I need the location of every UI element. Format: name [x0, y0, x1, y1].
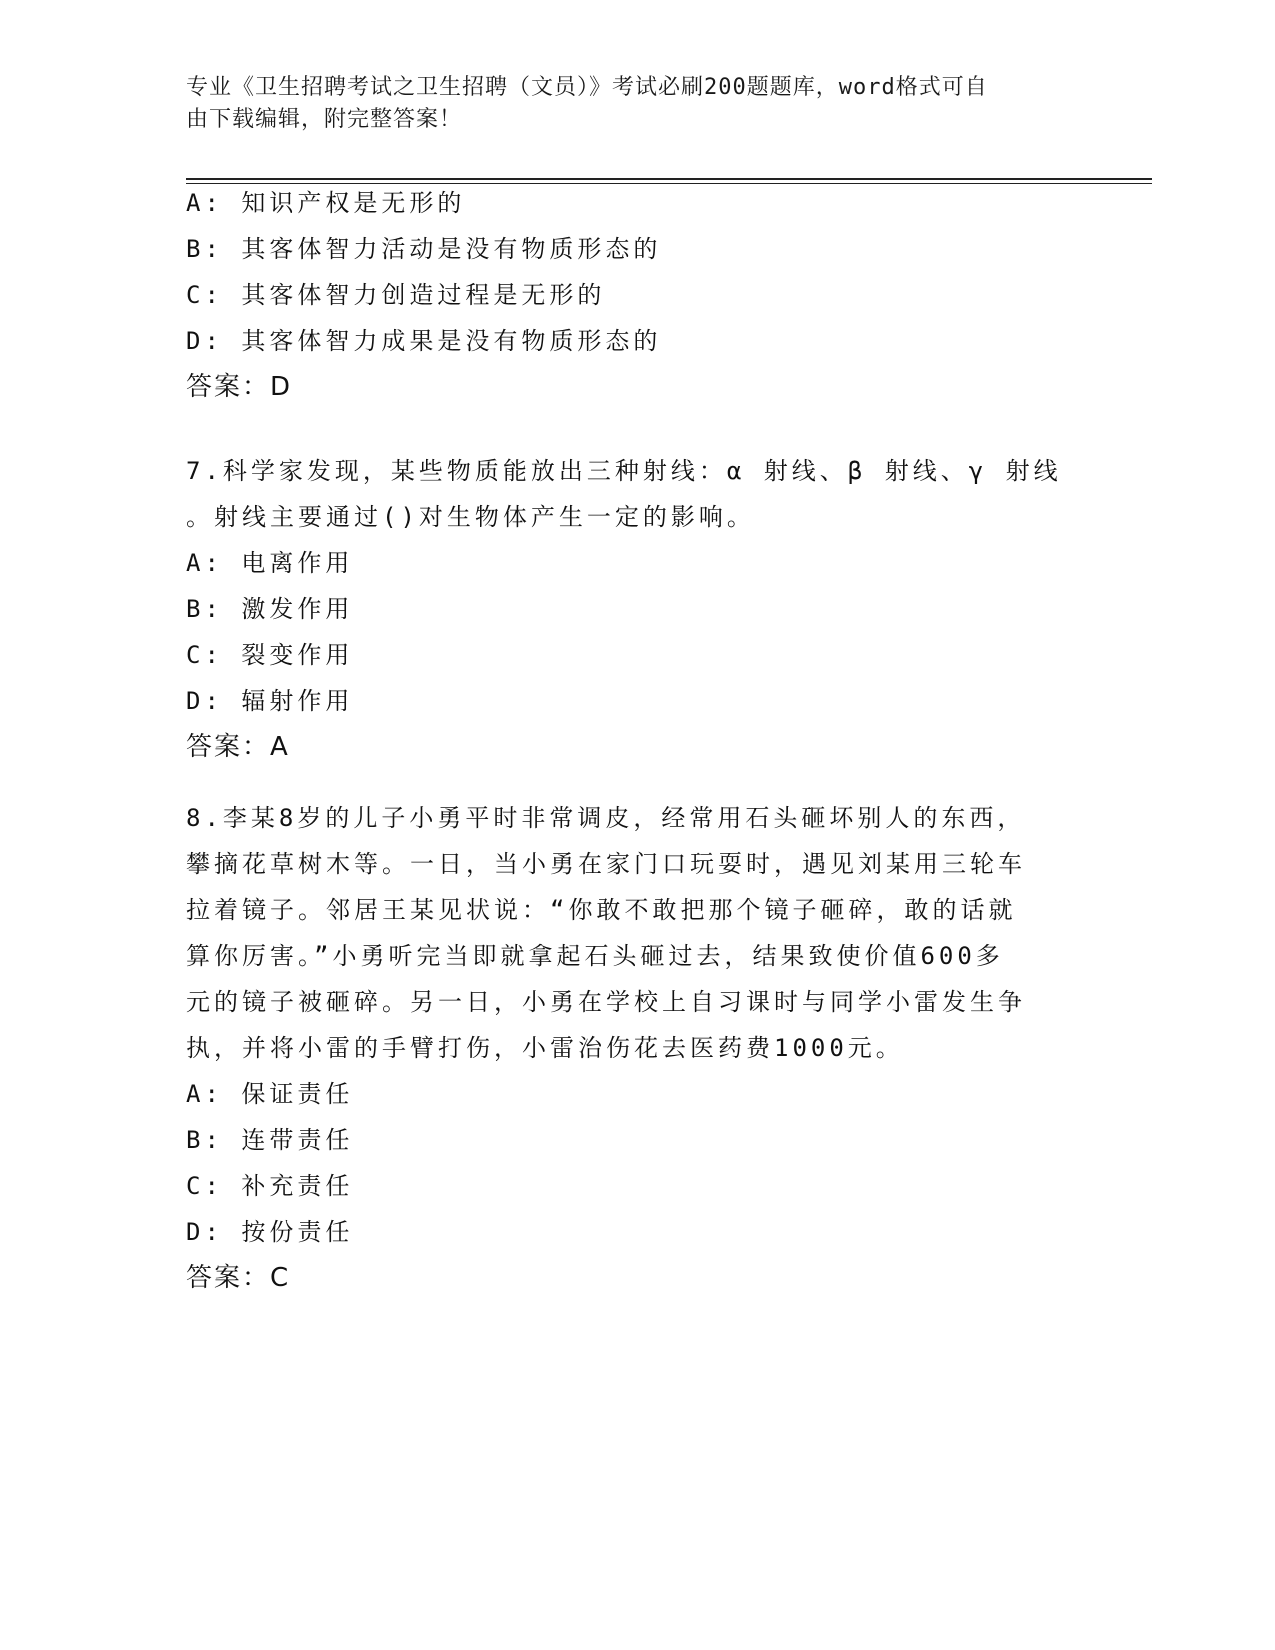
q8-option-a: A: 保证责任: [186, 1080, 354, 1108]
q7-stem: [186, 448, 1086, 540]
q8-option-d: D: 按份责任: [186, 1218, 354, 1246]
q8-stem-line-4: 算你厉害。”小勇听完当即就拿起石头砸过去，结果致使价值600多: [186, 942, 1004, 970]
question-8: [186, 795, 1086, 1301]
q7-option-c: C: 裂变作用: [186, 641, 354, 669]
header-line-1: 专业《卫生招聘考试之卫生招聘（文员）》考试必刷200题题库，word格式可自: [186, 75, 988, 100]
q7-option-b: B: 激发作用: [186, 595, 354, 623]
q7-answer: 答案：A: [186, 732, 290, 762]
q8-answer: 答案：C: [186, 1263, 291, 1293]
q7-stem-line-2: 。射线主要通过()对生物体产生一定的影响。: [186, 503, 755, 531]
q6-option-c: C: 其客体智力创造过程是无形的: [186, 281, 606, 309]
document-header: [186, 72, 1066, 136]
q8-stem-line-1: 8.李某8岁的儿子小勇平时非常调皮，经常用石头砸坏别人的东西，: [186, 804, 1026, 832]
q8-option-c: C: 补充责任: [186, 1172, 354, 1200]
q6-option-b: B: 其客体智力活动是没有物质形态的: [186, 235, 662, 263]
q7-option-a: A: 电离作用: [186, 549, 354, 577]
q6-option-d: D: 其客体智力成果是没有物质形态的: [186, 327, 662, 355]
q6-option-a: A: 知识产权是无形的: [186, 189, 466, 217]
q8-stem-line-6: 执，并将小雷的手臂打伤，小雷治伤花去医药费1000元。: [186, 1034, 904, 1062]
header-line-2: 由下载编辑，附完整答案！: [186, 107, 463, 132]
q8-stem: [186, 795, 1086, 1071]
q7-option-d: D: 辐射作用: [186, 687, 354, 715]
q8-option-b: B: 连带责任: [186, 1126, 354, 1154]
q6-answer: 答案：D: [186, 372, 293, 402]
question-7: [186, 448, 1086, 770]
q7-stem-line-1: 7.科学家发现，某些物质能放出三种射线：α 射线、β 射线、γ 射线: [186, 457, 1062, 485]
q8-stem-line-3: 拉着镜子。邻居王某见状说：“你敢不敢把那个镜子砸碎，敢的话就: [186, 896, 1017, 924]
q8-stem-line-2: 攀摘花草树木等。一日，当小勇在家门口玩耍时，遇见刘某用三轮车: [186, 850, 1026, 878]
q8-stem-line-5: 元的镜子被砸碎。另一日，小勇在学校上自习课时与同学小雷发生争: [186, 988, 1026, 1016]
question-6: [186, 180, 1086, 410]
